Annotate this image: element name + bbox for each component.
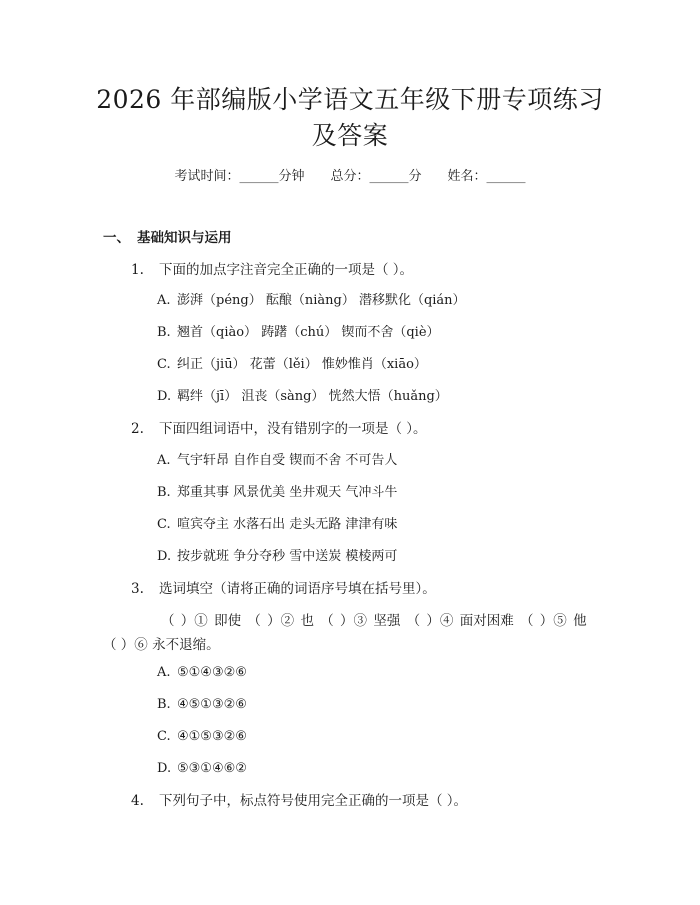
question-text: 下列句子中，标点符号使用完全正确的一项是（ ）。: [159, 793, 468, 809]
question-3-option-d: D. ⑤③①④⑥②: [157, 761, 247, 776]
question-3-fill-line-1: （ ）① 即使 （ ）② 也 （ ）③ 坚强 （ ）④ 面对困难 （ ）⑤ 他: [161, 613, 587, 629]
question-3-fill-line-2: （ ）⑥ 永不退缩。: [103, 637, 220, 653]
question-1-option-a: A. 澎湃（péng） 酝酿（niàng） 潜移默化（qián）: [157, 293, 466, 308]
question-3: [131, 579, 436, 599]
question-1-option-b: B. 翘首（qiào） 踌躇（chú） 锲而不舍（qiè）: [157, 325, 440, 340]
question-3-option-c: C. ④①⑤③②⑥: [157, 729, 247, 744]
question-3-option-a: A. ⑤①④③②⑥: [157, 665, 247, 680]
document-title-line-2: 及答案: [311, 121, 389, 150]
question-text: 选词填空（请将正确的词语序号填在括号里）。: [159, 581, 436, 597]
question-2-option-a: A. 气宇轩昂 自作自受 锲而不舍 不可告人: [157, 453, 398, 468]
question-text: 下面的加点字注音完全正确的一项是（ ）。: [159, 262, 414, 278]
question-number: 3.: [131, 581, 144, 597]
exam-meta-line: [0, 166, 700, 188]
question-2-option-b: B. 郑重其事 风景优美 坐井观天 气冲斗牛: [157, 485, 398, 500]
question-1: [131, 260, 413, 280]
question-number: 4.: [131, 793, 144, 809]
question-2: [131, 419, 427, 439]
student-name-field: 姓名：______: [447, 169, 526, 184]
document-title-line-1: 2026 年部编版小学语文五年级下册专项练习: [96, 85, 604, 114]
section-title: 基础知识与运用: [137, 230, 232, 246]
question-3-option-b: B. ④⑤①③②⑥: [157, 697, 247, 712]
question-number: 1.: [131, 262, 144, 278]
question-1-option-d: D. 羁绊（jī） 沮丧（sàng） 恍然大悟（huǎng）: [157, 389, 448, 404]
question-2-option-c: C. 喧宾夺主 水落石出 走头无路 津津有味: [157, 517, 398, 532]
question-2-option-d: D. 按步就班 争分夺秒 雪中送炭 模棱两可: [157, 549, 398, 564]
exam-time-field: 考试时间：______分钟: [174, 169, 305, 184]
section-number: 一、: [103, 230, 130, 246]
question-text: 下面四组词语中，没有错别字的一项是（ ）。: [159, 421, 427, 437]
question-number: 2.: [131, 421, 144, 437]
total-score-field: 总分：______分: [330, 169, 422, 184]
question-4: [131, 791, 467, 811]
section-heading: [103, 228, 232, 248]
question-1-option-c: C. 纠正（jiū） 花蕾（lěi） 惟妙惟肖（xiāo）: [157, 357, 427, 372]
